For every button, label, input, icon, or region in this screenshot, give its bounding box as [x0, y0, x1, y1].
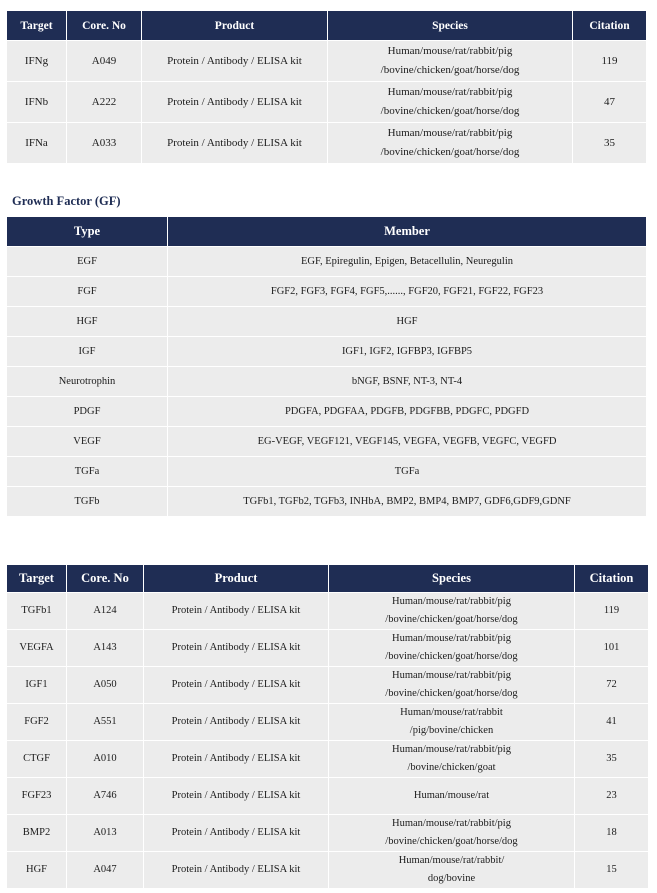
species-line: Human/mouse/rat/rabbit/pig — [387, 45, 513, 57]
species-cell — [328, 41, 573, 82]
target-cell: VEGFA — [7, 630, 67, 667]
species-cell — [329, 852, 575, 889]
species-line: /bovine/chicken/goat — [407, 762, 496, 773]
type-cell: PDGF — [7, 397, 168, 427]
citation-cell: 119 — [575, 593, 649, 630]
species-line: Human/mouse/rat/rabbit/pig — [392, 670, 511, 681]
core-no-cell: A222 — [67, 82, 142, 123]
target-cell: IFNa — [7, 123, 67, 164]
product-cell: Protein / Antibody / ELISA kit — [144, 741, 329, 778]
species-cell — [329, 667, 575, 704]
col-header-product: Product — [144, 565, 329, 593]
citation-cell: 47 — [573, 82, 647, 123]
species-cell — [328, 82, 573, 123]
type-cell: VEGF — [7, 427, 168, 457]
core-no-cell: A047 — [67, 852, 144, 889]
core-no-cell: A050 — [67, 667, 144, 704]
species-line: Human/mouse/rat/rabbit/pig — [387, 86, 513, 98]
species-cell — [329, 704, 575, 741]
col-header-citation: Citation — [575, 565, 649, 593]
product-cell: Protein / Antibody / ELISA kit — [142, 41, 328, 82]
product-cell: Protein / Antibody / ELISA kit — [142, 123, 328, 164]
type-cell: IGF — [7, 337, 168, 367]
member-cell: PDGFA, PDGFAA, PDGFB, PDGFBB, PDGFC, PDGFD — [168, 397, 647, 427]
core-no-cell: A746 — [67, 778, 144, 815]
species-line: Human/mouse/rat/rabbit/pig — [392, 818, 511, 829]
target-cell: FGF2 — [7, 704, 67, 741]
member-cell: bNGF, BSNF, NT-3, NT-4 — [168, 367, 647, 397]
product-cell: Protein / Antibody / ELISA kit — [144, 815, 329, 852]
species-line: /bovine/chicken/goat/horse/dog — [385, 836, 518, 847]
species-line: /bovine/chicken/goat/horse/dog — [385, 614, 518, 625]
citation-cell: 15 — [575, 852, 649, 889]
species-cell — [329, 593, 575, 630]
growth-factor-table — [6, 216, 647, 517]
col-header-target: Target — [7, 565, 67, 593]
col-header-type: Type — [7, 217, 168, 247]
table-header-row — [7, 565, 649, 593]
member-cell: TGFa — [168, 457, 647, 487]
col-header-species: Species — [328, 11, 573, 41]
citation-cell: 101 — [575, 630, 649, 667]
type-cell: EGF — [7, 247, 168, 277]
member-cell: HGF — [168, 307, 647, 337]
citation-cell: 41 — [575, 704, 649, 741]
species-line: /bovine/chicken/goat/horse/dog — [380, 105, 520, 117]
table-row — [7, 41, 647, 82]
table-row — [7, 123, 647, 164]
type-cell: FGF — [7, 277, 168, 307]
section-title-growth-factor: Growth Factor (GF) — [12, 194, 121, 208]
col-header-member: Member — [168, 217, 647, 247]
species-cell — [329, 630, 575, 667]
type-cell: HGF — [7, 307, 168, 337]
species-line: Human/mouse/rat — [413, 790, 490, 801]
core-no-cell: A033 — [67, 123, 142, 164]
type-cell: TGFa — [7, 457, 168, 487]
table-row — [7, 82, 647, 123]
species-line: Human/mouse/rat/rabbit — [400, 707, 503, 718]
product-table-growth-factors — [6, 564, 649, 889]
col-header-product: Product — [142, 11, 328, 41]
target-cell: BMP2 — [7, 815, 67, 852]
table-row — [7, 337, 647, 367]
citation-cell: 119 — [573, 41, 647, 82]
product-table-interferons — [6, 10, 647, 164]
citation-cell: 35 — [575, 741, 649, 778]
core-no-cell: A010 — [67, 741, 144, 778]
col-header-target: Target — [7, 11, 67, 41]
table-row — [7, 778, 649, 815]
target-cell: HGF — [7, 852, 67, 889]
table-row — [7, 277, 647, 307]
col-header-core-no: Core. No — [67, 565, 144, 593]
species-cell — [329, 815, 575, 852]
citation-cell: 23 — [575, 778, 649, 815]
table-row — [7, 741, 649, 778]
table-row — [7, 815, 649, 852]
table-row — [7, 704, 649, 741]
member-cell: FGF2, FGF3, FGF4, FGF5,......, FGF20, FGF21, FGF22, FGF23 — [168, 277, 647, 307]
species-line: dog/bovine — [427, 873, 476, 884]
core-no-cell: A551 — [67, 704, 144, 741]
species-line: /bovine/chicken/goat/horse/dog — [385, 688, 518, 699]
col-header-species: Species — [329, 565, 575, 593]
species-line: /bovine/chicken/goat/horse/dog — [380, 64, 520, 76]
type-cell: Neurotrophin — [7, 367, 168, 397]
member-cell: EG-VEGF, VEGF121, VEGF145, VEGFA, VEGFB, VEGFC, VEGFD — [168, 427, 647, 457]
table-row — [7, 593, 649, 630]
core-no-cell: A049 — [67, 41, 142, 82]
core-no-cell: A124 — [67, 593, 144, 630]
species-line: /bovine/chicken/goat/horse/dog — [380, 146, 520, 158]
citation-cell: 18 — [575, 815, 649, 852]
table-row — [7, 487, 647, 517]
species-cell — [329, 778, 575, 815]
target-cell: CTGF — [7, 741, 67, 778]
table-row — [7, 367, 647, 397]
product-cell: Protein / Antibody / ELISA kit — [144, 852, 329, 889]
species-cell — [329, 741, 575, 778]
product-cell: Protein / Antibody / ELISA kit — [144, 778, 329, 815]
table-header-row — [7, 11, 647, 41]
table-row — [7, 307, 647, 337]
table-header-row — [7, 217, 647, 247]
species-line: Human/mouse/rat/rabbit/pig — [387, 127, 513, 139]
species-line: Human/mouse/rat/rabbit/pig — [392, 596, 511, 607]
target-cell: IFNb — [7, 82, 67, 123]
citation-cell: 35 — [573, 123, 647, 164]
product-cell: Protein / Antibody / ELISA kit — [144, 667, 329, 704]
member-cell: EGF, Epiregulin, Epigen, Betacellulin, Neuregulin — [168, 247, 647, 277]
core-no-cell: A143 — [67, 630, 144, 667]
table-row — [7, 397, 647, 427]
citation-cell: 72 — [575, 667, 649, 704]
product-cell: Protein / Antibody / ELISA kit — [142, 82, 328, 123]
product-cell: Protein / Antibody / ELISA kit — [144, 593, 329, 630]
product-cell: Protein / Antibody / ELISA kit — [144, 630, 329, 667]
table-row — [7, 457, 647, 487]
species-line: Human/mouse/rat/rabbit/pig — [392, 633, 511, 644]
col-header-citation: Citation — [573, 11, 647, 41]
table-row — [7, 630, 649, 667]
target-cell: IFNg — [7, 41, 67, 82]
member-cell: IGF1, IGF2, IGFBP3, IGFBP5 — [168, 337, 647, 367]
product-cell: Protein / Antibody / ELISA kit — [144, 704, 329, 741]
target-cell: TGFb1 — [7, 593, 67, 630]
core-no-cell: A013 — [67, 815, 144, 852]
col-header-core-no: Core. No — [67, 11, 142, 41]
species-line: /bovine/chicken/goat/horse/dog — [385, 651, 518, 662]
table-row — [7, 852, 649, 889]
species-line: Human/mouse/rat/rabbit/pig — [392, 744, 511, 755]
table-row — [7, 667, 649, 704]
species-line: Human/mouse/rat/rabbit/ — [398, 855, 505, 866]
target-cell: FGF23 — [7, 778, 67, 815]
target-cell: IGF1 — [7, 667, 67, 704]
member-cell: TGFb1, TGFb2, TGFb3, INHbA, BMP2, BMP4, BMP7, GDF6,GDF9,GDNF — [168, 487, 647, 517]
table-row — [7, 247, 647, 277]
species-cell — [328, 123, 573, 164]
species-line: /pig/bovine/chicken — [409, 725, 494, 736]
table-row — [7, 427, 647, 457]
type-cell: TGFb — [7, 487, 168, 517]
